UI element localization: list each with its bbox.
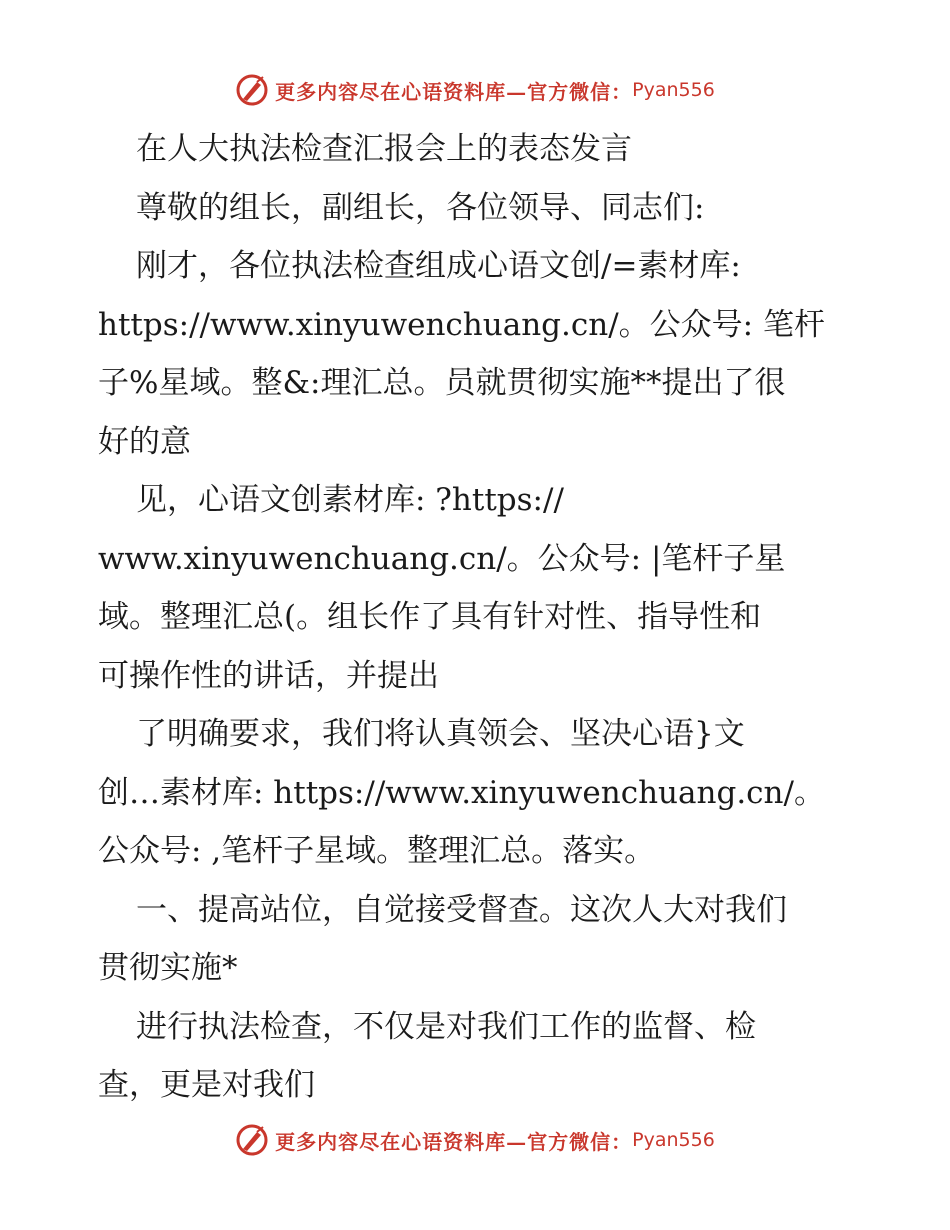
text-line: 查，更是对我们 xyxy=(98,1067,315,1103)
text-line: 贯彻实施* xyxy=(98,950,238,986)
document-body xyxy=(98,120,858,1115)
header-watermark-banner xyxy=(0,70,950,110)
text-line: 公众号: ,笔杆子星域。整理汇总。落实。 xyxy=(98,833,656,869)
text-line: 在人大执法检查汇报会上的表态发言 xyxy=(136,131,632,167)
text-line: 一、提高站位，自觉接受督查。这次人大对我们 xyxy=(136,891,787,928)
text-line: 了明确要求，我们将认真领会、坚决心语}文 xyxy=(136,716,745,752)
text-line: 子%星域。整&:理汇总。员就贯彻实施**提出了很 xyxy=(98,365,786,401)
text-line: https://www.xinyuwenchuang.cn/。公众号: 笔杆 xyxy=(98,306,825,343)
banner-wechat-id: Pyan556 xyxy=(632,79,715,101)
quill-logo-icon xyxy=(235,1123,269,1157)
text-line: 尊敬的组长，副组长，各位领导、同志们: xyxy=(136,189,705,226)
text-line: 创…素材库: https://www.xinyuwenchuang.cn/。 xyxy=(98,774,825,811)
text-line: 可操作性的讲话，并提出 xyxy=(98,657,439,694)
banner-text: 更多内容尽在心语资料库—官方微信： xyxy=(275,79,633,104)
text-line: 刚才，各位执法检查组成心语文创/=素材库: xyxy=(136,248,741,284)
footer-watermark-banner xyxy=(0,1120,950,1160)
text-line: 好的意 xyxy=(98,423,191,460)
banner-wechat-id: Pyan556 xyxy=(632,1129,715,1151)
quill-logo-icon xyxy=(235,73,269,107)
text-line: 见，心语文创素材库: ?https:// xyxy=(136,482,564,518)
text-line: 进行执法检查，不仅是对我们工作的监督、检 xyxy=(136,1008,756,1045)
text-line: 域。整理汇总(。组长作了具有针对性、指导性和 xyxy=(98,599,762,635)
text-line: www.xinyuwenchuang.cn/。公众号: |笔杆子星 xyxy=(98,540,786,577)
banner-text: 更多内容尽在心语资料库—官方微信： xyxy=(275,1129,633,1154)
